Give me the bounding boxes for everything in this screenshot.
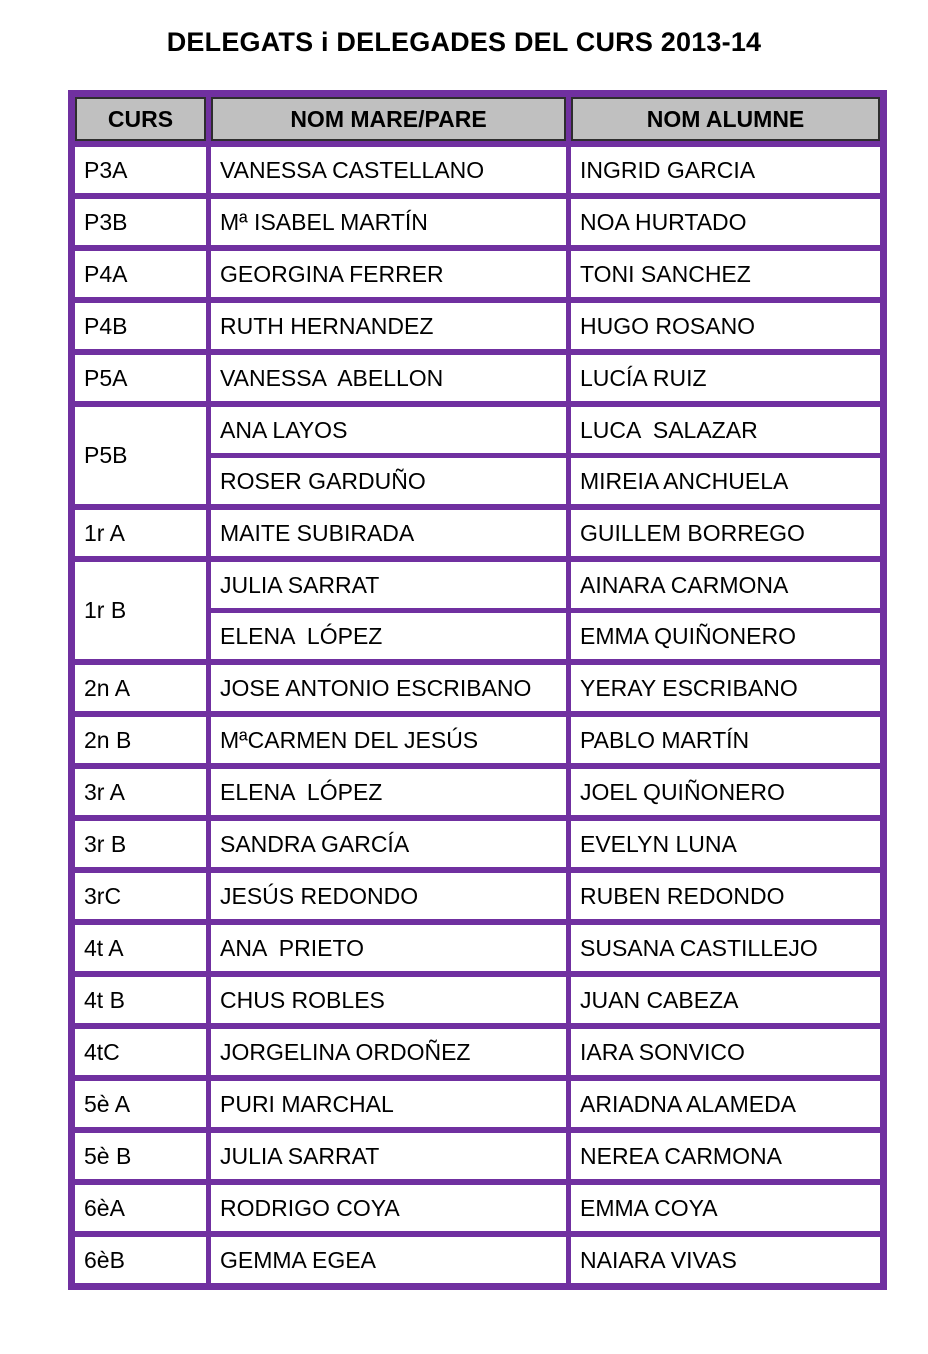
table-row [72, 974, 884, 1026]
table-row [72, 922, 884, 974]
parent-name-cell: VANESSA CASTELLANO [209, 144, 569, 196]
table-row [72, 248, 884, 300]
curs-cell: P4A [72, 248, 209, 300]
delegates-table [68, 90, 887, 1290]
student-name-cell: NAIARA VIVAS [569, 1234, 884, 1287]
page-title: DELEGATS i DELEGADES DEL CURS 2013-14 [166, 27, 762, 57]
parent-name-cell: Mª ISABEL MARTÍN [209, 196, 569, 248]
student-name-cell: LUCA SALAZAR [569, 404, 884, 456]
table-row [72, 1130, 884, 1182]
parent-name-cell: JESÚS REDONDO [209, 870, 569, 922]
student-name-cell: INGRID GARCIA [569, 144, 884, 196]
parent-name-cell: VANESSA ABELLON [209, 352, 569, 404]
parent-name-cell: ANA LAYOS [209, 404, 569, 456]
student-name-cell: NOA HURTADO [569, 196, 884, 248]
curs-cell: 6èB [72, 1234, 209, 1287]
table-row [72, 662, 884, 714]
student-name-cell: EMMA COYA [569, 1182, 884, 1234]
parent-name-cell: GEMMA EGEA [209, 1234, 569, 1287]
parent-name-cell: RODRIGO COYA [209, 1182, 569, 1234]
table-row [72, 714, 884, 766]
table-row [72, 1078, 884, 1130]
curs-cell: 2n B [72, 714, 209, 766]
student-name-cell: PABLO MARTÍN [569, 714, 884, 766]
table-row [72, 1182, 884, 1234]
parent-name-cell: SANDRA GARCÍA [209, 818, 569, 870]
table-row [72, 766, 884, 818]
curs-cell: 4t A [72, 922, 209, 974]
curs-cell: 5è A [72, 1078, 209, 1130]
parent-name-cell: JULIA SARRAT [209, 1130, 569, 1182]
student-name-cell: HUGO ROSANO [569, 300, 884, 352]
parent-name-cell: JOSE ANTONIO ESCRIBANO [209, 662, 569, 714]
table-row [72, 1026, 884, 1078]
delegates-table-body [72, 144, 884, 1287]
student-name-cell: JOEL QUIÑONERO [569, 766, 884, 818]
student-name-cell: TONI SANCHEZ [569, 248, 884, 300]
header-row [72, 94, 884, 145]
parent-name-cell: JORGELINA ORDOÑEZ [209, 1026, 569, 1078]
parent-name-cell: RUTH HERNANDEZ [209, 300, 569, 352]
parent-name-cell: JULIA SARRAT [209, 559, 569, 611]
table-row [72, 300, 884, 352]
parent-name-cell: GEORGINA FERRER [209, 248, 569, 300]
student-name-cell: LUCÍA RUIZ [569, 352, 884, 404]
curs-cell: P5B [72, 404, 209, 507]
parent-name-cell: ROSER GARDUÑO [209, 456, 569, 508]
curs-cell: 4tC [72, 1026, 209, 1078]
parent-name-cell: ELENA LÓPEZ [209, 611, 569, 663]
student-name-cell: EMMA QUIÑONERO [569, 611, 884, 663]
parent-name-cell: ANA PRIETO [209, 922, 569, 974]
curs-cell: 4t B [72, 974, 209, 1026]
student-name-cell: ARIADNA ALAMEDA [569, 1078, 884, 1130]
table-row [72, 559, 884, 611]
curs-cell: 3rC [72, 870, 209, 922]
delegates-table-header [72, 94, 884, 145]
student-name-cell: AINARA CARMONA [569, 559, 884, 611]
curs-cell: P4B [72, 300, 209, 352]
student-name-cell: IARA SONVICO [569, 1026, 884, 1078]
table-row [72, 404, 884, 456]
table-row [72, 144, 884, 196]
student-name-cell: YERAY ESCRIBANO [569, 662, 884, 714]
student-name-cell: JUAN CABEZA [569, 974, 884, 1026]
curs-cell: P3B [72, 196, 209, 248]
parent-name-cell: MAITE SUBIRADA [209, 507, 569, 559]
student-name-cell: RUBEN REDONDO [569, 870, 884, 922]
curs-cell: P5A [72, 352, 209, 404]
student-name-cell: NEREA CARMONA [569, 1130, 884, 1182]
table-row [72, 1234, 884, 1287]
curs-cell: P3A [72, 144, 209, 196]
table-row [72, 352, 884, 404]
student-name-cell: MIREIA ANCHUELA [569, 456, 884, 508]
curs-cell: 1r B [72, 559, 209, 662]
curs-cell: 3r B [72, 818, 209, 870]
curs-cell: 5è B [72, 1130, 209, 1182]
parent-name-cell: CHUS ROBLES [209, 974, 569, 1026]
curs-cell: 3r A [72, 766, 209, 818]
table-row [72, 870, 884, 922]
curs-cell: 6èA [72, 1182, 209, 1234]
table-row [72, 818, 884, 870]
header-curs: CURS [72, 94, 209, 145]
header-student-name: NOM ALUMNE [569, 94, 884, 145]
table-row [72, 507, 884, 559]
parent-name-cell: ELENA LÓPEZ [209, 766, 569, 818]
student-name-cell: GUILLEM BORREGO [569, 507, 884, 559]
parent-name-cell: MªCARMEN DEL JESÚS [209, 714, 569, 766]
student-name-cell: EVELYN LUNA [569, 818, 884, 870]
student-name-cell: SUSANA CASTILLEJO [569, 922, 884, 974]
table-row [72, 196, 884, 248]
curs-cell: 1r A [72, 507, 209, 559]
parent-name-cell: PURI MARCHAL [209, 1078, 569, 1130]
curs-cell: 2n A [72, 662, 209, 714]
header-parent-name: NOM MARE/PARE [209, 94, 569, 145]
